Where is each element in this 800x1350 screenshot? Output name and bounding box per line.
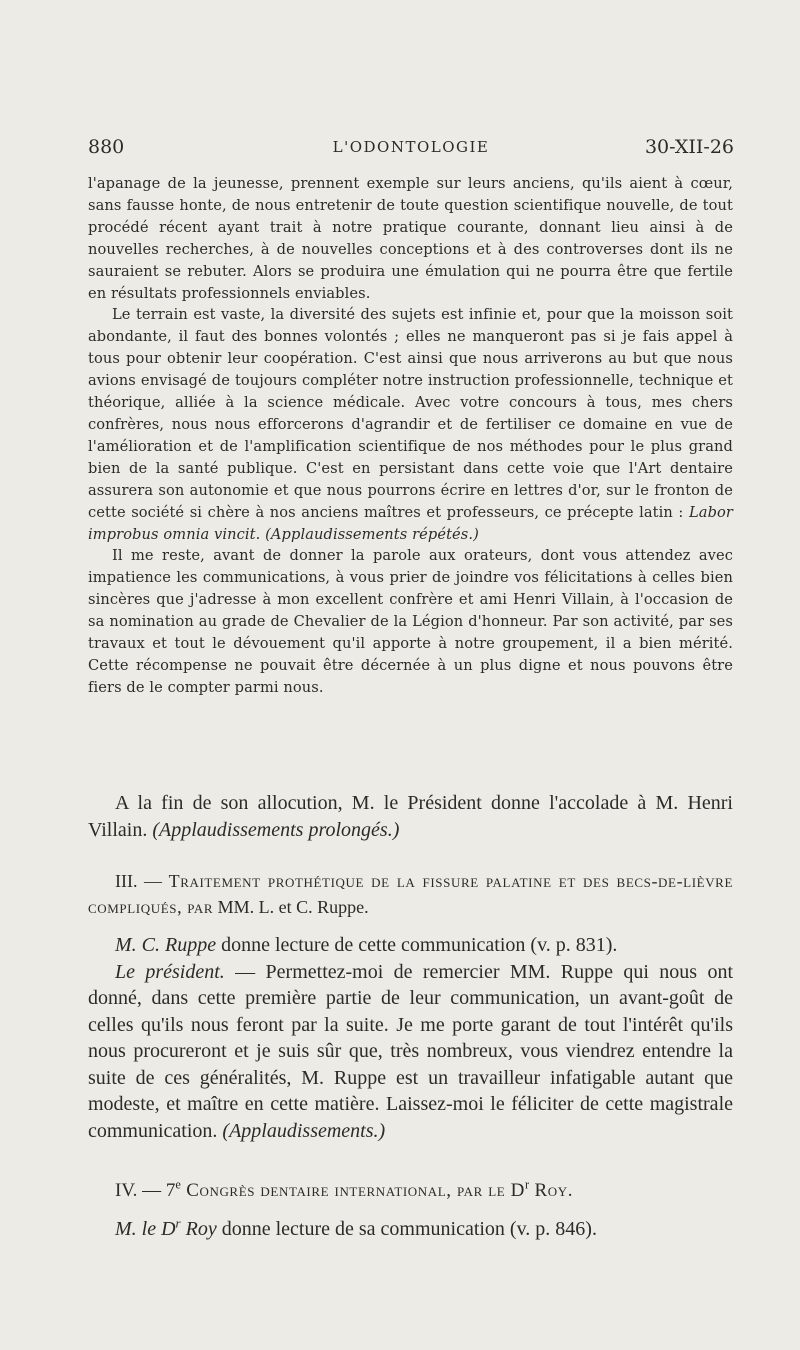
section-iii-title: Traitement prothétique de la fissure palatine et des becs-de-lièvre compliqués, par (88, 871, 733, 917)
journal-title: L'ODONTOLOGIE (332, 138, 490, 156)
speech-paragraph-2-text: Le terrain est vaste, la diversité des sujets est infinie et, pour que la moisson soit abondante, il faut des bonnes volontés ; elles ne manqueront pas si je fais appel à tous pour obtenir leur coopération. C'est ainsi que nous arriverons au but que nous avions envisagé de toujours compléter notre instruction professionnelle, technique et théorique, alliée à la science médicale. Avec votre concours à tous, mes chers confrères, nous nous efforcerons d'agrandir et de fertiliser ce domaine en vue de l'amélioration et de l'amplification scientifique de nos méthodes pour le plus grand bien de la santé publique. C'est en persistant dans cette voie que l'Art dentaire assurera son autonomie et que nous pourrons écrire en lettres d'or, sur le fronton de cette société si chère à nos anciens maîtres et professeurs, ce précepte latin : (88, 306, 733, 521)
section-iv-number: IV. — 7 (115, 1180, 176, 1201)
speaker-roy-b: Roy (180, 1218, 217, 1240)
ruppe-reading: donne lecture de cette communication (v. p. 831). (216, 934, 618, 956)
applause-note: (Applaudissements répétés.) (265, 525, 479, 543)
section-iv-dr-sup: r (525, 1177, 530, 1192)
presidential-speech (88, 173, 733, 699)
speech-paragraph-3: Il me reste, avant de donner la parole aux orateurs, dont vous attendez avec impatience les communications, à vous prier de joindre vos félicitations à celles bien sincères que j'adresse à mon excellent confrère et ami Henri Villain, à l'occasion de sa nomination au grade de Chevalier de la Légion d'honneur. Par son activité, par ses travaux et tout le dévouement qu'il apporte à notre groupement, il a bien mérité. Cette récompense ne pouvait être décernée à un plus digne et nous pouvons être fiers de le compter parmi nous. (88, 547, 733, 696)
section-iv-ordinal: e (175, 1177, 181, 1192)
section-iv-author: Roy. (529, 1180, 574, 1201)
speech-paragraph-2 (88, 304, 733, 545)
ruppe-discussion (88, 932, 733, 1144)
latin-precept: Labor improbus omnia vincit. (88, 503, 733, 543)
speech-paragraph-1: l'apanage de la jeunesse, prennent exemple sur leurs anciens, qu'ils aient à cœur, sans fausse honte, de nous entretenir de toute question scientifique nouvelle, de tout procédé récent ayant trait à notre pratique courante, donnant lieu ainsi à de nouvelles recherches, à de nouvelles conceptions et à des controverses dont ils ne sauraient se rebuter. Alors se produira une émulation qui ne pourra être que fertile en résultats professionnels enviables. (88, 175, 733, 302)
accolade-text: A la fin de son allocution, M. le Président donne l'accolade à M. Henri Villain. (88, 792, 733, 841)
running-header (88, 136, 734, 162)
speaker-ruppe: M. C. Ruppe (115, 934, 217, 956)
accolade-applause: (Applaudissements prolongés.) (152, 818, 400, 841)
president-label: Le président. (115, 960, 225, 983)
section-iii-number: III. — (115, 871, 169, 891)
section-heading-iii (88, 868, 733, 920)
issue-date: 30-XII-26 (644, 136, 734, 158)
roy-paragraph (88, 1216, 733, 1243)
section-iv-title: Congrès dentaire international, par le D (180, 1180, 525, 1201)
section-iii-authors: MM. L. et C. Ruppe. (213, 897, 369, 917)
ruppe-applause: (Applaudissements.) (222, 1119, 386, 1142)
president-remarks: — Permettez-moi de remercier MM. Ruppe qui nous ont donné, dans cette première partie de leur communication, un avant-goût de celles qu'ils nous feront par la suite. Je me porte garant de tout l'intérêt qu'ils nous procureront et je suis sûr que, très nombreux, vous viendrez entendre la suite de ces généralités, M. Ruppe est un travailleur infatigable autant que modeste, et maître en cette matière. Laissez-moi le féliciter de cette magistrale communication. (88, 960, 733, 1142)
roy-reading: donne lecture de sa communication (v. p. 846). (216, 1218, 597, 1240)
accolade-paragraph (88, 790, 733, 843)
speaker-roy-sup: r (175, 1215, 181, 1231)
page-number: 880 (88, 136, 125, 158)
speaker-roy-a: M. le D (115, 1218, 176, 1240)
section-heading-iv (88, 1178, 733, 1205)
